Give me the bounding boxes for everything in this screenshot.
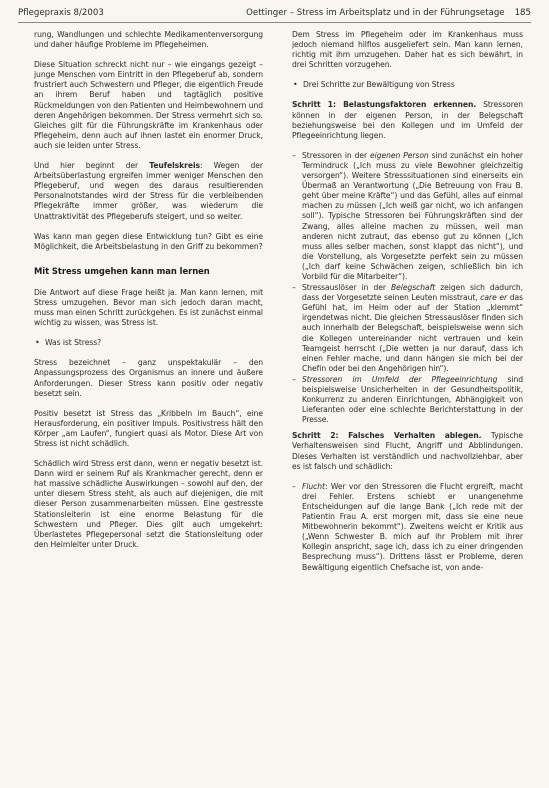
list-item [292,375,523,425]
list-item: • Drei Schritte zur Bewältigung von Stress [292,80,523,90]
text-run: Stressoren können in der eigenen Person, in der Belegschaft beziehungsweise bei den Kollegen und im Umfeld der Pflegeeinrichtung liegen. [292,100,523,140]
running-title: Oettinger – Stress im Arbeitsplatz und in der Führungsetage [246,8,505,18]
text-run: Und hier beginnt der [34,161,150,171]
running-header [18,6,531,23]
text-run: zeigen sich dadurch, dass der Vorgesetzte seinen Leuten misstraut, [302,283,523,303]
step-1 [292,100,523,140]
step-2 [292,431,523,471]
bullet-list [34,338,263,348]
text-run: Typische Verhaltensweisen sind Flucht, Angriff und Abblindungen. Dieses Verhalten ist verständlich und nachvollziehbar, aber es ist falsch und schädlich: [292,431,523,471]
text-run: sind beispielsweise Unsicherheiten in der Gesundheitspolitik, Konkurrenz zu anderen Einrichtungen, Abhängigkeit von Lieferanten oder eine schlechte Berichterstattung in der Presse. [302,374,523,425]
paragraph: Was kann man gegen diese Entwicklung tun? Gibt es eine Möglichkeit, die Arbeitsbelastung in den Griff zu bekommen? [34,231,263,251]
paragraph: Diese Situation schreckt nicht nur – wie eingangs gezeigt – junge Menschen vom Eintritt in den Pflegeberuf ab, sondern frustriert auch Schwestern und Pfleger, die eigentlich Freude an ihrem Beruf haben und tagtäglich positive Rückmeldungen von den Patienten und Heimbewohnern und deren Angehörigen bekommen. Der Stress vermehrt sich so. Gleiches gilt für die Führungskräfte im Krankenhaus oder Pflegeheim, denn auch auf ihnen lastet ein enormer Druck, auch sie leiden unter Stress. [34,60,263,150]
list-item [292,151,523,282]
list-item [292,482,523,573]
text-run: das Gefühl hat, im Heim oder auf der Station „klemmt“ irgendetwas nicht. Die gleichen Stressauslöser finden sich auch innerhalb der Belegschaft, beispielsweise wenn sich die Kollegen untereinander nicht vertrauen und kein Teamgeist herrscht („Die wetten ja nur darauf, dass ich einen Fehler mache, und dann hängen sie mich bei der Chefin oder bei den Angehörigen hin“). [302,293,523,373]
text-run: : Wer vor den Stressoren die Flucht ergreift, macht drei Fehler. Erstens schiebt er unangenehme Entscheidungen auf die lange Bank („Ich rede mit der Patientin Frau A. erst morgen mit, dass sie eine neue Mitbewohnerin bekommt“). Zweitens weicht er Kritik aus („Wenn Schwester B. mich auf ihr Problem mit ihrer Kollegin anspricht, sage ich, dass ich zu einer dringenden Besprechung muss“). Drittens lässt er Probleme, deren Bewältigung eigentlich Chefsache ist, von ande- [302,481,523,572]
text-run: : Wegen der Arbeitsüberlastung ergreifen immer weniger Menschen den Pflegeberuf, und wegen des daraus resultierenden Personalnotstandes wird der Stress für die verbleibenden Pflegekräfte immer größer, was wiederum die Unattraktivität des Pflegeberufs steigert, und so weiter. [34,161,263,221]
paragraph [34,161,263,222]
italic-term: Belegschaft [390,283,436,293]
step-label: Schritt 2: Falsches Verhalten ablegen. [292,431,482,441]
dash-list [292,151,523,426]
text-run: Stressauslöser in der [302,283,391,293]
left-column [34,30,263,560]
header-right [246,8,531,18]
section-heading: Mit Stress umgehen kann man lernen [34,265,210,276]
italic-term: eigenen Person [370,150,429,160]
list-item: • Was ist Stress? [34,338,263,348]
page-number: 185 [514,8,531,18]
journal-name: Pflegepraxis 8/2003 [18,8,104,18]
dash-list [292,482,523,573]
bullet-list [292,80,523,90]
paragraph: Die Antwort auf diese Frage heißt ja. Man kann lernen, mit Stress umzugehen. Bevor man sich jedoch daran macht, muss man einen Schritt zurückgehen. Es ist zunächst einmal wichtig zu wissen, was Stress ist. [34,287,263,328]
paragraph: Stress bezeichnet – ganz unspektakulär – den Anpassungsprozess des Organismus an innere und äußere Anforderungen. Dieser Stress kann positiv oder negativ besetzt sein. [34,358,263,398]
italic-term: care er [480,293,508,303]
paragraph: Dem Stress im Pflegeheim oder im Krankenhaus muss jedoch niemand hilflos ausgeliefert sein. Man kann lernen, richtig mit ihm umzugehen. Daher hat es sich bewährt, in drei Schritten vorzugehen. [292,30,523,70]
right-column [292,30,523,579]
paragraph: Positiv besetzt ist Stress das „Kribbeln im Bauch“, eine Herausforderung, ein positiver Impuls. Positivstress hält den Körper „am Laufen“, fungiert quasi als Motor. Diese Art von Stress ist nicht schädlich. [34,408,263,448]
text-run: sind zunächst ein hoher Termindruck („Ich muss zu viele Bewohner gleichzeitig versorgen“). Weitere Stresssituationen sind einerseits ein Übermaß an Verantwortung („Die Betreuung von Frau B. geht über meine Kräfte“) und das Gefühl, alles auf einmal machen zu müssen („Ich weiß gar nicht, wo ich anfangen soll“). Typische Stressoren bei Führungskräften sind der Zwang, alles alleine machen zu müssen, weil man anderen nicht zutraut, das ebenso gut zu können („Ich muss alles selber machen, sonst klappt das nicht“), und die Vorstellung, als Vorgesetzte perfekt sein zu müssen („Ich darf keine Schwächen zeigen, schließlich bin ich Vorbild für die Mitarbeiter“). [302,150,523,281]
bold-term: Teufelskreis [149,161,200,171]
list-item [292,283,523,374]
italic-term: Flucht [302,481,325,491]
text-run: Stressoren in der [302,150,371,160]
paragraph: rung, Wandlungen und schlechte Medikamentenversorgung und daher häufige Probleme im Pflegeheimen. [34,30,263,50]
italic-term: Stressoren im Umfeld der Pflegeeinrichtung [302,374,498,384]
paragraph: Schädlich wird Stress erst dann, wenn er negativ besetzt ist. Dann wird er seinem Ruf als Krankmacher gerecht, denn er hat massive schädliche Auswirkungen – sowohl auf den, der unter diesem Stress steht, als auch auf diejenigen, die mit dieser Person zusammenarbeiten müssen. Eine gestresste Stationsleiterin ist eine enorme Belastung für die Schwestern und Pfleger. Dies gilt auch umgekehrt: Überlastetes Pflegepersonal setzt die Stationsleitung oder den Heimleiter unter Druck. [34,459,263,549]
step-label: Schritt 1: Belastungsfaktoren erkennen. [292,100,477,110]
